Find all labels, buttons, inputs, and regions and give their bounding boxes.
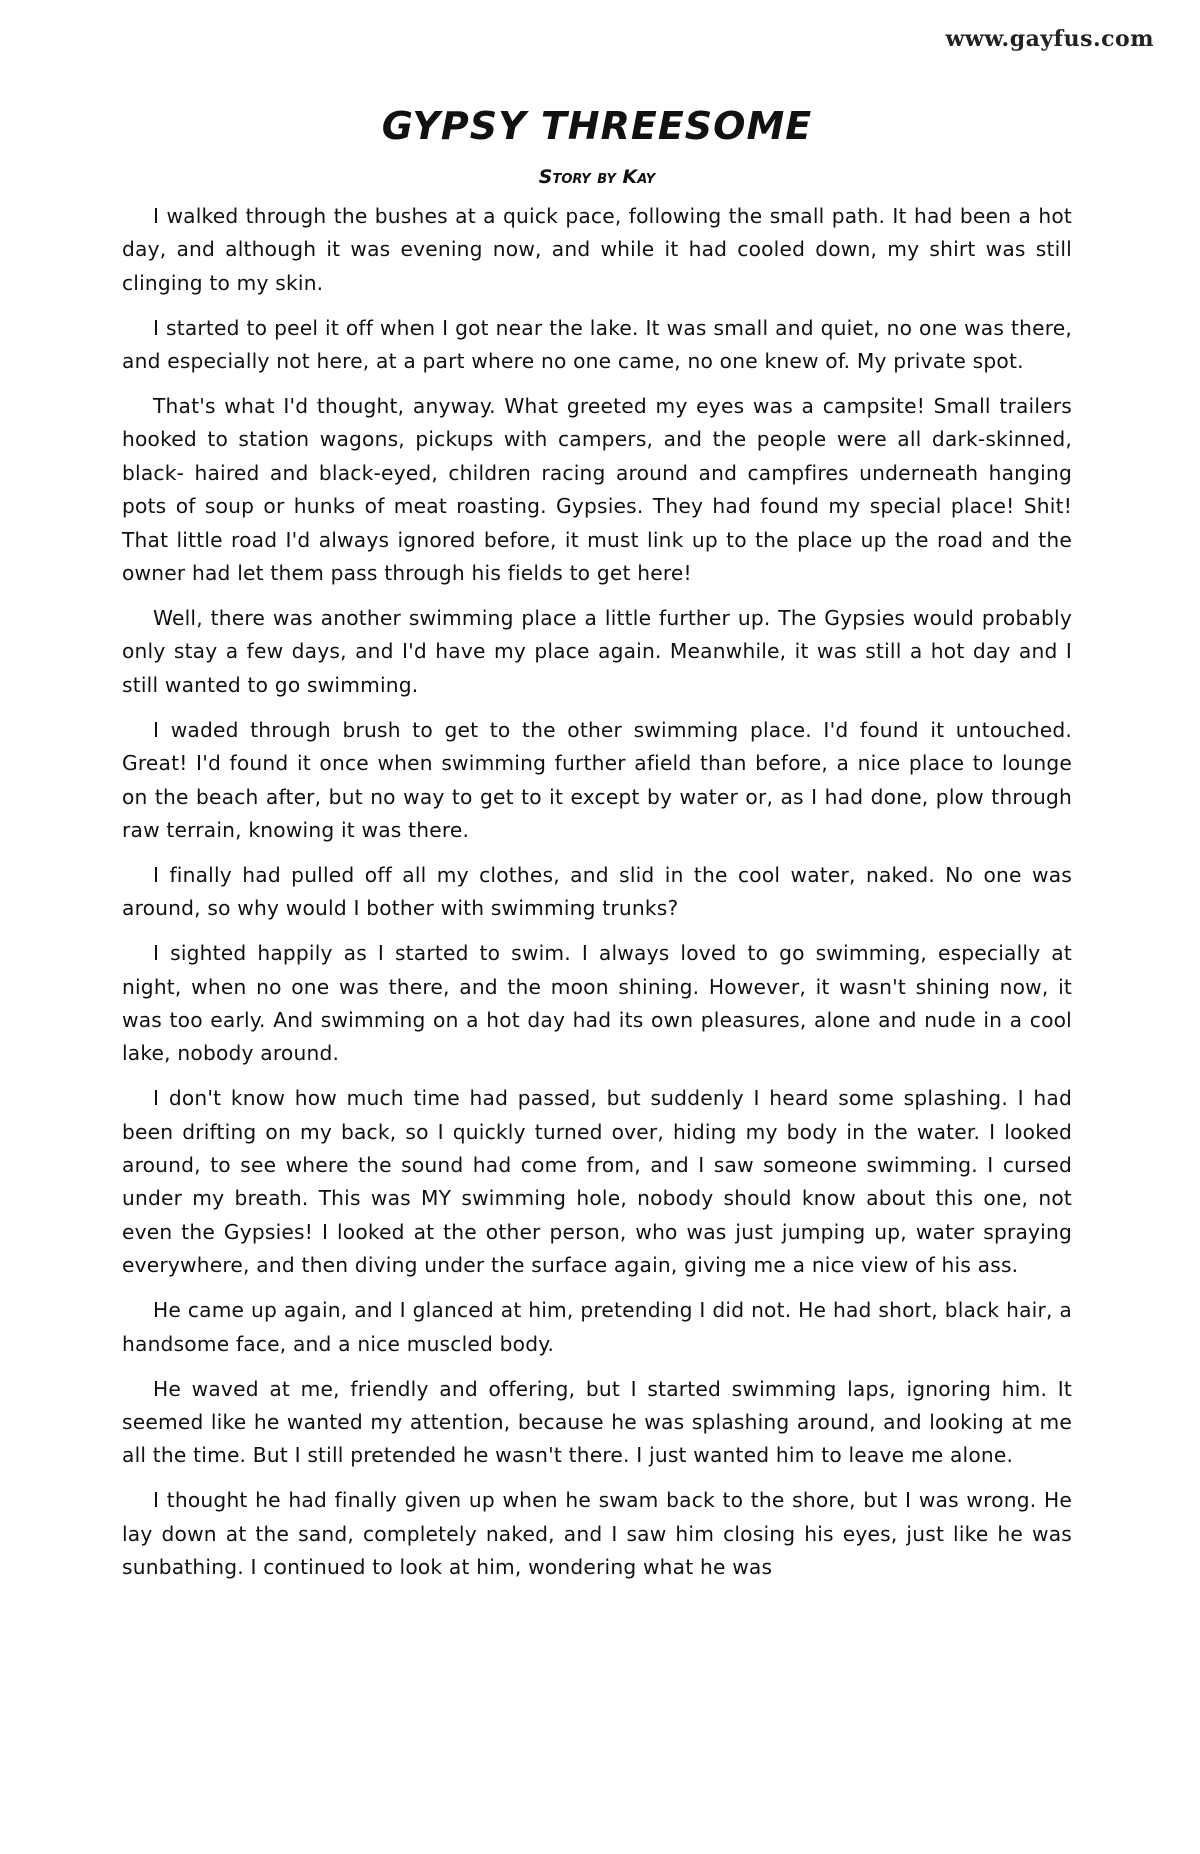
story-paragraph: I sighted happily as I started to swim. I always loved to go swimming, especially at night, when no one was there, and the moon shining. However, it wasn't shining now, it was too early. And swimming on a hot day had its own pleasures, alone and nude in a cool lake, nobody around.	[122, 941, 1072, 1066]
story-paragraph: He came up again, and I glanced at him, pretending I did not. He had short, black hair, a handsome face, and a nice muscled body.	[122, 1298, 1072, 1356]
story-paragraph: I waded through brush to get to the other swimming place. I'd found it untouched. Great! I'd found it once when swimming further afield than before, a nice place to lounge on the beach after, but no way to get to it except by water or, as I had done, plow through raw terrain, knowing it was there.	[122, 717, 1072, 842]
watermark: www.gayfus.com	[945, 26, 1154, 52]
story-paragraph: That's what I'd thought, anyway. What greeted my eyes was a campsite! Small trailers hooked to station wagons, pickups with campers, and the people were all dark-skinned, black- haired and black-eyed, children racing around and campfires underneath hanging pots of soup or hunks of meat roasting. Gypsies. They had found my special place! Shit! That little road I'd always ignored before, it must link up to the place up the road and the owner had let them pass through his fields to get here!	[122, 394, 1072, 586]
story-paragraph: I thought he had finally given up when he swam back to the shore, but I was wrong. He lay down at the sand, completely naked, and I saw him closing his eyes, just like he was sunbathing. I continued to look at him, wondering what he was	[122, 1488, 1072, 1580]
story-paragraph: He waved at me, friendly and offering, but I started swimming laps, ignoring him. It seemed like he wanted my attention, because he was splashing around, and looking at me all the time. But I still pretended he wasn't there. I just wanted him to leave me alone.	[122, 1376, 1072, 1468]
story-paragraph: I walked through the bushes at a quick pace, following the small path. It had been a hot day, and although it was evening now, and while it had cooled down, my shirt was still clinging to my skin.	[122, 204, 1072, 295]
story-body	[122, 200, 1072, 1584]
story-title: GYPSY THREESOME	[381, 104, 813, 148]
story-paragraph: I finally had pulled off all my clothes, and slid in the cool water, naked. No one was around, so why would I bother with swimming trunks?	[122, 862, 1072, 921]
story-paragraph: I don't know how much time had passed, but suddenly I heard some splashing. I had been drifting on my back, so I quickly turned over, hiding my body in the water. I looked around, to see where the sound had come from, and I saw someone swimming. I cursed under my breath. This was MY swimming hole, nobody should know about this one, not even the Gypsies! I looked at the other person, who was just jumping up, water spraying everywhere, and then diving under the surface again, giving me a nice view of his ass.	[122, 1086, 1072, 1278]
story-page	[122, 98, 1072, 1596]
story-byline: Story by Kay	[538, 166, 656, 188]
story-paragraph: Well, there was another swimming place a little further up. The Gypsies would probably only stay a few days, and I'd have my place again. Meanwhile, it was still a hot day and I still wanted to go swimming.	[122, 605, 1072, 697]
story-paragraph: I started to peel it off when I got near the lake. It was small and quiet, no one was there, and especially not here, at a part where no one came, no one knew of. My private spot.	[122, 315, 1072, 374]
